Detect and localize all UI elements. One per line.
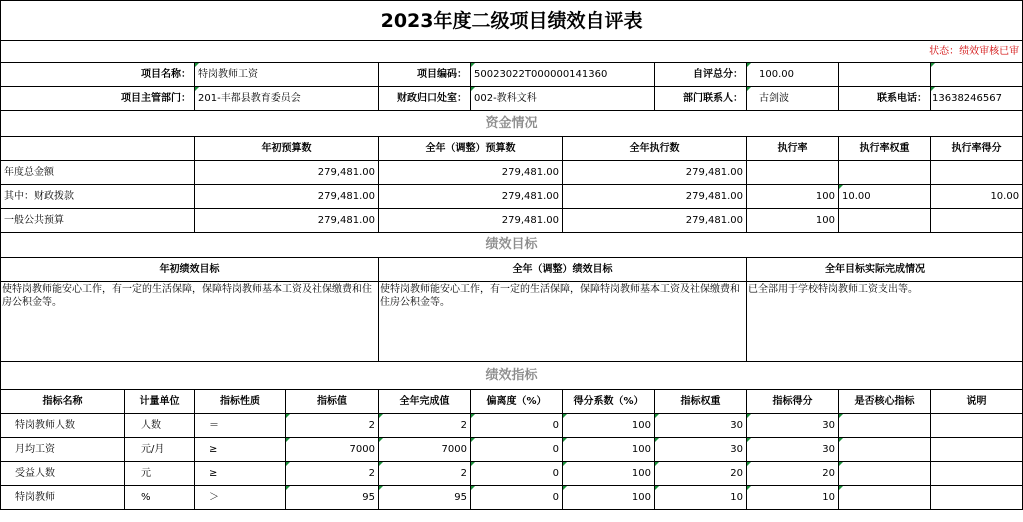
indicator-unit: 元: [125, 462, 195, 486]
page-title: 2023年度二级项目绩效自评表: [1, 1, 1023, 41]
col-header-initial-budget: 年初预算数: [195, 137, 379, 161]
fund-row-label: 其中：财政拨款: [1, 185, 195, 209]
fund-weight-value[interactable]: [839, 209, 931, 233]
project-name-value[interactable]: 特岗教师工资: [195, 63, 379, 87]
fund-initial-value[interactable]: 279,481.00: [195, 161, 379, 185]
section-title-goals: 绩效目标: [1, 233, 1023, 258]
self-score-label: 自评总分：: [655, 63, 747, 87]
col-header-adjusted-goal: 全年（调整）绩效目标: [379, 258, 747, 282]
indicator-target[interactable]: 95: [286, 486, 379, 510]
fund-score-value[interactable]: [931, 209, 1023, 233]
fund-score-value[interactable]: 10.00: [931, 185, 1023, 209]
indicator-note[interactable]: [931, 414, 1023, 438]
indicator-coefficient[interactable]: 100: [563, 462, 655, 486]
contact-value[interactable]: 古剑波: [747, 87, 839, 111]
contact-label: 部门联系人：: [655, 87, 747, 111]
indicator-score[interactable]: 30: [747, 438, 839, 462]
col-header-unit: 计量单位: [125, 390, 195, 414]
indicator-target[interactable]: 2: [286, 462, 379, 486]
indicator-note[interactable]: [931, 438, 1023, 462]
dept-value[interactable]: 201-丰都县教育委员会: [195, 87, 379, 111]
adjusted-goal-text[interactable]: 使特岗教师能安心工作，有一定的生活保障，保障特岗教师基本工资及社保缴费和住房公积金等。: [379, 282, 747, 362]
col-header-target: 指标值: [286, 390, 379, 414]
empty-cell[interactable]: [931, 63, 1023, 87]
empty-cell[interactable]: [839, 63, 931, 87]
col-header-deviation: 偏离度（%）: [471, 390, 563, 414]
indicator-coefficient[interactable]: 100: [563, 414, 655, 438]
col-header-rate-weight: 执行率权重: [839, 137, 931, 161]
indicator-core[interactable]: [839, 486, 931, 510]
fund-row-label: 一般公共预算: [1, 209, 195, 233]
indicator-core[interactable]: [839, 414, 931, 438]
finance-label: 财政归口处室：: [379, 87, 471, 111]
col-header-rate: 执行率: [747, 137, 839, 161]
indicator-coefficient[interactable]: 100: [563, 486, 655, 510]
col-header-score: 指标得分: [747, 390, 839, 414]
col-header-done: 全年完成值: [379, 390, 471, 414]
col-header-coefficient: 得分系数（%）: [563, 390, 655, 414]
indicator-name: 月均工资: [1, 438, 125, 462]
col-header-name: 指标名称: [1, 390, 125, 414]
section-title-indicators: 绩效指标: [1, 362, 1023, 390]
project-code-label: 项目编码：: [379, 63, 471, 87]
indicator-unit: %: [125, 486, 195, 510]
phone-value[interactable]: 13638246567: [931, 87, 1023, 111]
indicator-weight[interactable]: 30: [655, 438, 747, 462]
indicator-done[interactable]: 2: [379, 414, 471, 438]
col-header-actual-completion: 全年目标实际完成情况: [747, 258, 1023, 282]
fund-executed-value[interactable]: 279,481.00: [563, 209, 747, 233]
col-header-initial-goal: 年初绩效目标: [1, 258, 379, 282]
indicator-target[interactable]: 2: [286, 414, 379, 438]
phone-label: 联系电话：: [839, 87, 931, 111]
fund-weight-value[interactable]: 10.00: [839, 185, 931, 209]
header-blank: [1, 137, 195, 161]
indicator-note[interactable]: [931, 462, 1023, 486]
col-header-nature: 指标性质: [195, 390, 286, 414]
self-score-value[interactable]: 100.00: [747, 63, 839, 87]
indicator-coefficient[interactable]: 100: [563, 438, 655, 462]
indicator-core[interactable]: [839, 462, 931, 486]
indicator-name: 特岗教师: [1, 486, 125, 510]
fund-executed-value[interactable]: 279,481.00: [563, 161, 747, 185]
table-row: [1, 414, 1023, 438]
indicator-nature: ＝: [195, 414, 286, 438]
actual-completion-text[interactable]: 已全部用于学校特岗教师工资支出等。: [747, 282, 1023, 362]
indicator-done[interactable]: 95: [379, 486, 471, 510]
indicator-nature: ≥: [195, 462, 286, 486]
indicator-unit: 人数: [125, 414, 195, 438]
indicator-name: 特岗教师人数: [1, 414, 125, 438]
indicator-done[interactable]: 7000: [379, 438, 471, 462]
indicator-nature: ＞: [195, 486, 286, 510]
finance-value[interactable]: 002-教科文科: [471, 87, 655, 111]
fund-row-label: 年度总金额: [1, 161, 195, 185]
indicator-unit: 元/月: [125, 438, 195, 462]
indicator-deviation[interactable]: 0: [471, 486, 563, 510]
fund-adjusted-value[interactable]: 279,481.00: [379, 161, 563, 185]
col-header-rate-score: 执行率得分: [931, 137, 1023, 161]
fund-initial-value[interactable]: 279,481.00: [195, 185, 379, 209]
dept-label: 项目主管部门：: [1, 87, 195, 111]
fund-rate-value[interactable]: [747, 161, 839, 185]
indicator-score[interactable]: 30: [747, 414, 839, 438]
fund-adjusted-value[interactable]: 279,481.00: [379, 185, 563, 209]
indicator-deviation[interactable]: 0: [471, 414, 563, 438]
indicator-nature: ≥: [195, 438, 286, 462]
col-header-adjusted-budget: 全年（调整）预算数: [379, 137, 563, 161]
status-text: 状态：绩效审核已审: [1, 41, 1023, 63]
indicator-target[interactable]: 7000: [286, 438, 379, 462]
table-row: [1, 438, 1023, 462]
fund-rate-value[interactable]: 100: [747, 209, 839, 233]
indicator-note[interactable]: [931, 486, 1023, 510]
indicator-weight[interactable]: 20: [655, 462, 747, 486]
table-row: [1, 486, 1023, 510]
indicator-score[interactable]: 10: [747, 486, 839, 510]
indicator-weight[interactable]: 30: [655, 414, 747, 438]
indicator-name: 受益人数: [1, 462, 125, 486]
indicator-weight[interactable]: 10: [655, 486, 747, 510]
fund-adjusted-value[interactable]: 279,481.00: [379, 209, 563, 233]
fund-score-value[interactable]: [931, 161, 1023, 185]
initial-goal-text[interactable]: 使特岗教师能安心工作，有一定的生活保障，保障特岗教师基本工资及社保缴费和住房公积金等。: [1, 282, 379, 362]
indicator-deviation[interactable]: 0: [471, 438, 563, 462]
col-header-weight: 指标权重: [655, 390, 747, 414]
indicator-done[interactable]: 2: [379, 462, 471, 486]
fund-initial-value[interactable]: 279,481.00: [195, 209, 379, 233]
section-title-funds: 资金情况: [1, 111, 1023, 137]
indicator-score[interactable]: 20: [747, 462, 839, 486]
project-name-label: 项目名称：: [1, 63, 195, 87]
col-header-executed: 全年执行数: [563, 137, 747, 161]
col-header-note: 说明: [931, 390, 1023, 414]
fund-rate-value[interactable]: 100: [747, 185, 839, 209]
col-header-core: 是否核心指标: [839, 390, 931, 414]
project-code-value[interactable]: 50023022T000000141360: [471, 63, 655, 87]
indicator-deviation[interactable]: 0: [471, 462, 563, 486]
indicator-core[interactable]: [839, 438, 931, 462]
table-row: [1, 462, 1023, 486]
fund-executed-value[interactable]: 279,481.00: [563, 185, 747, 209]
fund-weight-value[interactable]: [839, 161, 931, 185]
